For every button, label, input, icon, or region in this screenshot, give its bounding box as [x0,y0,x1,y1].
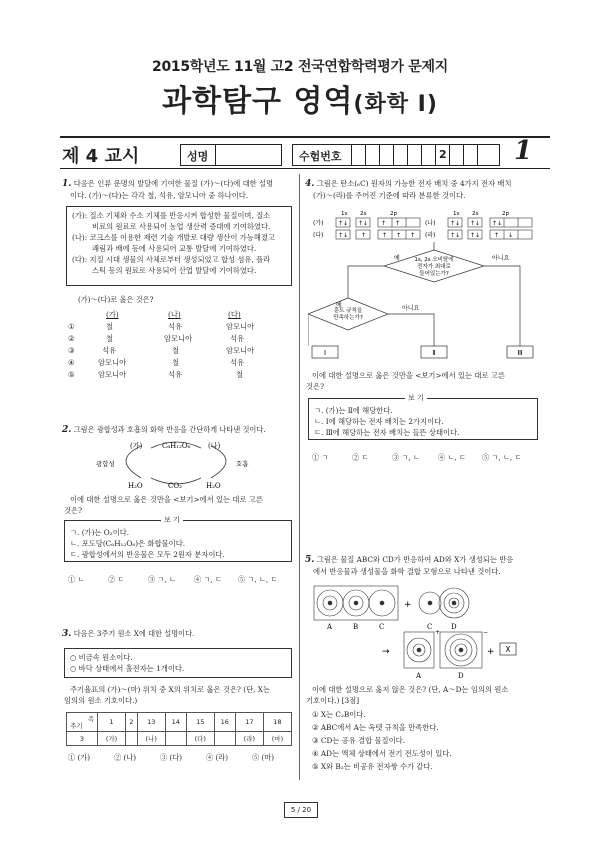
svg-text:↑: ↑ [361,232,367,239]
svg-text:C: C [427,623,433,631]
svg-text:2s: 2s [472,211,479,217]
question-3 [62,628,194,641]
svg-text:+: + [404,600,412,610]
answer-option[interactable]: ⑤ (마) [252,753,275,762]
svg-text:Ⅲ: Ⅲ [517,349,523,357]
exam-number-cell [435,145,436,165]
bogi-item: ㄱ. (가)는 Ⅱ에 해당한다. [314,406,393,415]
period-label: 제 4 교시 [62,146,140,167]
answer-option[interactable]: ① 철 석유 암모니아 [68,322,255,331]
question-2 [62,424,266,437]
group-header: 1 [98,713,126,732]
flow-connector [388,314,434,346]
question-1 [62,178,294,201]
exam-number-digit: 2 [439,148,447,161]
exam-number-cell [449,145,450,165]
info-line: (나): 코크스를 이용한 제련 기술 개발로 대량 생산이 가능해졌고 [72,233,275,242]
cycle-arrow [126,446,141,478]
subject-sub: (화학 Ⅰ) [353,92,438,117]
answer-option[interactable]: ③ CD는 공유 결합 물질이다. [312,736,406,745]
answer-option[interactable]: ② (나) [114,753,137,762]
label-h2o-right: H₂O [206,482,221,490]
svg-text:아니요: 아니요 [402,305,420,312]
svg-text:훈트 규칙을: 훈트 규칙을 [333,308,363,314]
svg-text:(나): (나) [425,220,436,227]
bogi-item: ㄱ. (가)는 O₂이다. [70,528,130,537]
periodic-table [66,712,292,746]
question-stem: 에서 반응물과 생성물을 화학 결합 모형으로 나타낸 것이다. [313,567,501,576]
question-number: 2. [62,425,72,435]
answer-option[interactable]: ④ ㄴ, ㄷ [438,453,466,462]
svg-text:(가): (가) [313,220,324,227]
bogi-item: ㄷ. 광합성에서의 반응물은 모두 2원자 분자이다. [70,550,225,559]
svg-text:2s: 2s [360,211,367,217]
table-cell: (라) [235,732,263,746]
exam-number-cell [421,145,422,165]
info-box [64,648,292,678]
bogi-item: ㄴ. 포도당(C₆H₁₂O₆)은 화합물이다. [70,539,186,548]
decision-diamond-2 [308,298,388,330]
exam-number-label: 수험번호 [299,150,342,163]
svg-text:↑↓: ↑↓ [450,232,461,239]
group-header: 17 [235,713,263,732]
answer-option[interactable]: ③ 석유 철 암모니아 [68,346,255,355]
column-divider [299,174,300,780]
svg-text:−: − [483,629,489,636]
answer-option[interactable]: ④ ㄱ, ㄷ [194,575,222,584]
svg-text:A: A [416,672,422,680]
svg-text:↑↓: ↑↓ [470,232,481,239]
label-na: (나) [208,442,221,450]
svg-text:1s: 1s [341,211,348,217]
orbital-config-ra [448,230,532,239]
page-total: 20 [302,806,312,814]
answer-option[interactable]: ② 철 암모니아 석유 [68,334,245,343]
answer-option[interactable]: ③ ㄱ, ㄴ [392,453,420,462]
svg-text:+: + [487,647,495,657]
svg-text:↑: ↑ [381,220,387,227]
exam-number-cell [379,145,380,165]
svg-text:1s, 2s 오비탈에: 1s, 2s 오비탈에 [414,257,454,263]
svg-text:2p: 2p [390,211,397,217]
svg-text:A: A [327,623,333,631]
exam-number-cell [463,145,464,165]
table-cell: (가) [98,732,126,746]
bogi-title: 보 기 [405,393,427,405]
bogi-box [64,516,292,562]
answer-option[interactable]: ② ㄷ [352,453,369,462]
svg-text:C: C [379,623,385,631]
answer-option[interactable]: ③ ㄱ, ㄴ [148,575,176,584]
exam-number-field[interactable] [292,144,500,166]
group-header: 13 [137,713,165,732]
svg-text:↑↓: ↑↓ [470,220,481,227]
svg-text:X: X [505,645,511,654]
answer-option[interactable]: ① ㄴ [68,575,85,584]
group-header: 2 [126,713,138,732]
question-ask: 이에 대한 설명으로 옳은 것만을 <보기>에서 있는 대로 고른 것은? [64,495,263,515]
info-line: (다): 지질 시대 생물의 사체로부터 생성되었고 합성 섬유, 플라 [72,255,271,264]
group-header: 16 [214,713,235,732]
header-rule-top [60,136,550,138]
answer-option[interactable]: ⑤ ㄱ, ㄴ, ㄷ [238,575,278,584]
svg-text:예: 예 [394,255,400,262]
question-4 [305,178,541,201]
orbital-config-da [336,230,420,239]
table-cell [126,732,138,746]
table-cell: (다) [186,732,214,746]
question-number: 4. [305,179,315,189]
column-header: (가) [106,310,119,319]
question-number: 1. [62,179,72,189]
svg-text:전자가 최대로: 전자가 최대로 [417,264,451,270]
info-line: 쾌림과 배에 등에 사용되어 교통 발달에 기여하였다. [92,244,257,253]
answer-option[interactable]: ⑤ X와 B₂는 비공유 전자쌍 수가 같다. [312,762,433,771]
svg-text:들어있는가?: 들어있는가? [419,271,449,277]
svg-text:D: D [451,623,457,631]
question-stem: 다음은 인류 문명의 발달에 기여한 물질 (가)～(다)에 대한 설명 [73,179,274,188]
name-label: 성명 [187,150,209,163]
svg-text:B: B [353,623,359,631]
label-respiration: 호흡 [236,460,249,468]
svg-text:↑: ↑ [382,232,388,239]
name-field[interactable] [180,144,282,166]
exam-number-cell [407,145,408,165]
answer-option[interactable]: ② ABC에서 A는 옥텟 규칙을 만족한다. [312,723,439,732]
svg-text:만족하는가?: 만족하는가? [333,315,363,321]
svg-text:D: D [458,672,464,680]
cycle-arrow [211,446,226,478]
exam-number-cell [477,145,478,165]
exam-number-cell [393,145,394,165]
svg-text:↑↓: ↑↓ [338,232,349,239]
svg-text:(다): (다) [313,232,324,239]
svg-text:↑↓: ↑↓ [492,220,503,227]
flow-connector [484,266,520,346]
question-number: 5. [305,555,315,565]
label-co2: CO₂ [168,482,182,490]
period-header: 3 [67,732,98,746]
answer-option[interactable]: ④ (라) [206,753,229,762]
svg-text:2p: 2p [502,211,509,217]
svg-text:↑↓: ↑↓ [450,220,461,227]
subject-main: 과학탐구 영역 [162,84,354,119]
question-ask: 이에 대한 설명으로 옳지 않은 것은? (단, A～D는 임의의 원소 기호이다.) [3점] [306,685,509,705]
svg-text:Ⅱ: Ⅱ [432,349,436,357]
label-photosynthesis: 광합성 [96,460,115,468]
page-current: 5 [290,806,296,814]
label-ga: (가) [130,442,143,450]
bogi-title: 보 기 [161,515,183,527]
electron-config-flowchart [308,208,540,368]
table-cell: (나) [137,732,165,746]
group-header: 15 [186,713,214,732]
info-box [66,206,292,286]
info-line: 비료의 원료로 사용되어 농업 생산력 증대에 기여하였다. [92,222,271,231]
exam-title: 2015학년도 11월 고2 전국연합학력평가 문제지 [152,59,448,75]
page-number: 1 [514,136,533,166]
svg-text:예: 예 [336,302,342,309]
table-cell: (마) [263,732,291,746]
group-header: 14 [165,713,186,732]
question-stem: 그림은 탄소(₆C) 원자의 가능한 전자 배치 중 4가지 전자 배치 [316,179,512,188]
answer-choices [312,708,452,773]
answer-option[interactable]: ④ 암모니아 철 석유 [68,358,245,367]
question-ask: (가)～(다)로 옳은 것은? [78,295,154,304]
svg-text:→: → [382,647,390,657]
svg-text:Ⅰ: Ⅰ [323,349,327,357]
question-stem: 다음은 3주기 원소 X에 대한 설명이다. [73,629,195,638]
column-header: (나) [168,310,181,319]
header-rule-bottom [60,168,550,169]
svg-text:↑: ↑ [396,232,402,239]
info-line: (가): 질소 기체와 수소 기체를 반응시켜 합성한 물질이며, 질소 [72,211,271,220]
svg-text:↑↓: ↑↓ [338,220,349,227]
question-stem: 그림은 물질 ABC와 CD가 반응하여 AD와 X가 생성되는 반응 [316,555,514,564]
svg-text:↑: ↑ [494,232,500,239]
answer-option[interactable]: ④ AD는 액체 상태에서 전기 전도성이 있다. [312,749,452,758]
label-glucose: C₆H₁₂O₆ [162,442,191,450]
svg-text:↑: ↑ [410,232,416,239]
answer-option[interactable]: ⑤ 암모니아 석유 철 [68,370,244,379]
orbital-config-ga [336,218,420,227]
info-line: ○ 바닥 상태에서 홀전자는 1개이다. [70,664,185,673]
svg-text:(라): (라) [425,232,436,239]
info-line: 스틱 등의 원료로 사용되어 산업 발달에 기여하였다. [92,266,257,275]
answer-option[interactable]: ② ㄷ [108,575,125,584]
answer-option[interactable]: ⑤ ㄱ, ㄴ, ㄷ [482,453,522,462]
answer-option[interactable]: ① X는 C₂B이다. [312,710,366,719]
label-h2o-left: H₂O [128,482,143,490]
question-stem: 이다. (가)～(다)는 각각 철, 석유, 암모니아 중 하나이다. [70,191,249,200]
photosynthesis-diagram [96,438,266,490]
table-corner: 족 주기 [67,713,98,732]
bond-model-diagram [312,582,538,680]
table-cell [165,732,186,746]
exam-number-cell [365,145,366,165]
question-number: 3. [62,629,72,639]
group-header: 18 [263,713,291,732]
question-stem: (가)～(라)를 주어진 기준에 따라 분류한 것이다. [313,191,466,200]
svg-text:↑: ↑ [395,220,401,227]
exam-number-cell [351,145,352,165]
svg-text:↑↓: ↑↓ [358,220,369,227]
bogi-item: ㄴ. Ⅰ에 해당하는 전자 배치는 2가지이다. [314,417,444,426]
table-cell [214,732,235,746]
svg-text:1s: 1s [453,211,460,217]
name-divider [215,145,216,165]
svg-text:↓: ↓ [508,232,514,239]
column-header: (다) [228,310,241,319]
answer-option[interactable]: ① ㄱ [312,453,329,462]
info-line: ○ 비금속 원소이다. [70,653,133,662]
svg-text:아니요: 아니요 [492,255,510,262]
subject-title [0,76,600,120]
question-5 [305,554,541,577]
question-stem: 그림은 광합성과 호흡의 화학 반응을 간단하게 나타낸 것이다. [73,425,266,434]
page-counter: 5 / 20 [284,802,318,818]
question-ask: 이에 대한 설명으로 옳은 것만을 <보기>에서 있는 대로 고른 것은? [306,371,505,391]
options-table [68,309,278,381]
answer-option[interactable]: ③ (다) [160,753,183,762]
orbital-config-na [448,218,532,227]
question-ask: 주기율표의 (가)～(마) 위치 중 X의 위치로 옳은 것은? (단, X는 임의의 원소 기호이다.) [64,685,271,705]
svg-text:+: + [435,629,441,636]
answer-option[interactable]: ① (가) [68,753,91,762]
flow-connector [348,266,384,298]
bogi-item: ㄷ. Ⅲ에 해당하는 전자 배치는 들뜬 상태이다. [314,428,460,437]
bogi-box [308,394,538,440]
